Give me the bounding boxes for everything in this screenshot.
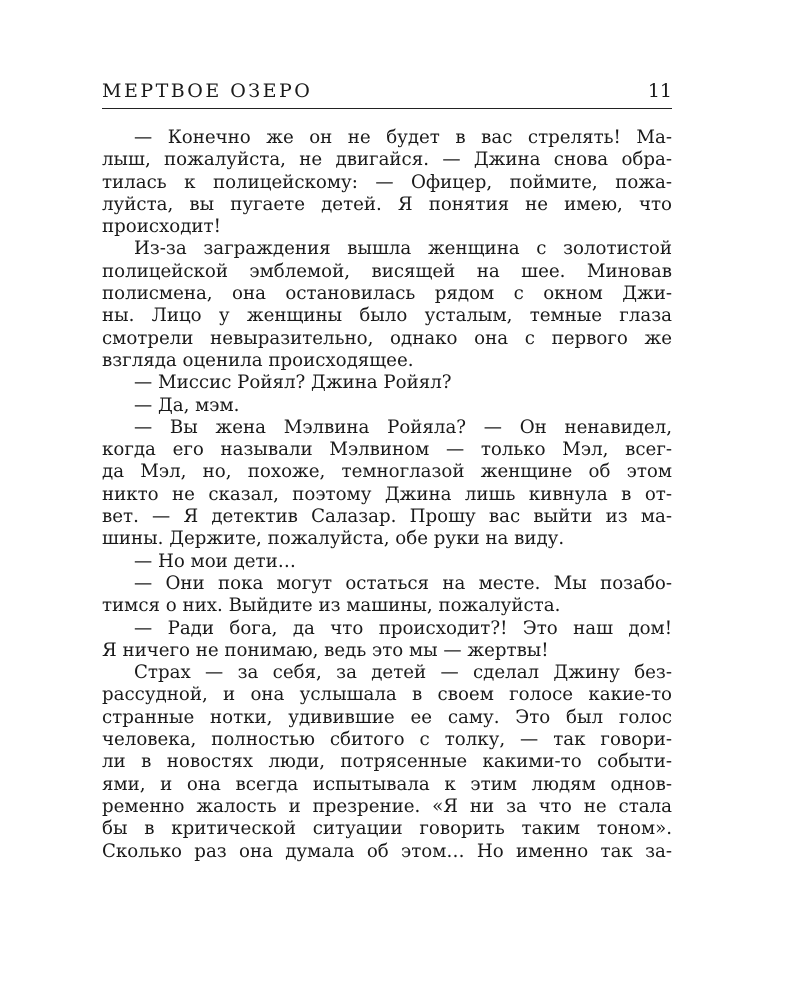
text-line: полисмена, она остановилась рядом с окном Джи- (102, 283, 672, 305)
text-line: — Но мои дети… (134, 550, 296, 572)
text-line: ны. Лицо у женщины было усталым, темные глаза (102, 305, 672, 327)
page-header (102, 80, 672, 109)
text-line: полицейской эмблемой, висящей на шее. Миновав (102, 260, 672, 282)
text-line: рассудной, и она услышала в своем голосе какие-то (102, 684, 672, 706)
text-line: смотрели невыразительно, однако она с первого же (102, 327, 672, 349)
text-line: шины. Держите, пожалуйста, обе руки на виду. (102, 528, 565, 550)
text-line: — Ради бога, да что происходит?! Это наш дом! (134, 617, 672, 639)
text-line: тилась к полицейскому: — Офицер, поймите, пожа- (102, 171, 672, 193)
page-number: 11 (647, 80, 672, 102)
text-line: луйста, вы пугаете детей. Я понятия не имею, что (102, 193, 672, 215)
text-line: вет. — Я детектив Салазар. Прошу вас выйти из ма- (102, 506, 672, 528)
text-line: — Конечно же он не будет в вас стрелять! Ма- (134, 127, 672, 148)
text-line: происходит! (102, 216, 221, 238)
text-line: Сколько раз она думала об этом… Но именно так за- (102, 840, 672, 862)
text-line: ременно жалость и презрение. «Я ни за что не стала (102, 795, 672, 817)
text-line: странные нотки, удивившие ее саму. Это был голос (102, 706, 672, 728)
text-line: Я ничего не понимаю, ведь это мы — жертвы! (102, 639, 549, 661)
text-line: ями, и она всегда испытывала к этим людям однов- (102, 773, 672, 795)
text-line: когда его называли Мэлвином — только Мэл, всег- (102, 439, 672, 461)
text-line: никто не сказал, поэтому Джина лишь кивнула в от- (102, 483, 672, 505)
running-title: МЕРТВОЕ ОЗЕРО (102, 80, 313, 102)
text-line: — Миссис Ройял? Джина Ройял? (134, 372, 452, 394)
text-line: тимся о них. Выйдите из машины, пожалуйста. (102, 595, 561, 617)
text-line: ли в новостях люди, потрясенные какими-то событи- (102, 751, 672, 773)
text-line: — Они пока могут остаться на месте. Мы позабо- (134, 572, 672, 594)
text-line: бы в критической ситуации говорить таким тоном». (102, 818, 672, 840)
text-line: человека, полностью сбитого с толку, — так говори- (102, 729, 672, 751)
text-line: — Да, мэм. (134, 394, 240, 416)
text-line: да Мэл, но, похоже, темноглазой женщине об этом (102, 461, 672, 483)
text-line: Из-за заграждения вышла женщина с золотистой (134, 238, 672, 260)
text-line: — Вы жена Мэлвина Ройяла? — Он ненавидел, (134, 416, 672, 438)
text-line: взгляда оценила происходящее. (102, 349, 414, 371)
body-text (102, 127, 672, 863)
text-line: Страх — за себя, за детей — сделал Джину без- (134, 662, 672, 684)
text-line: лыш, пожалуйста, не двигайся. — Джина снова обра- (102, 149, 672, 171)
